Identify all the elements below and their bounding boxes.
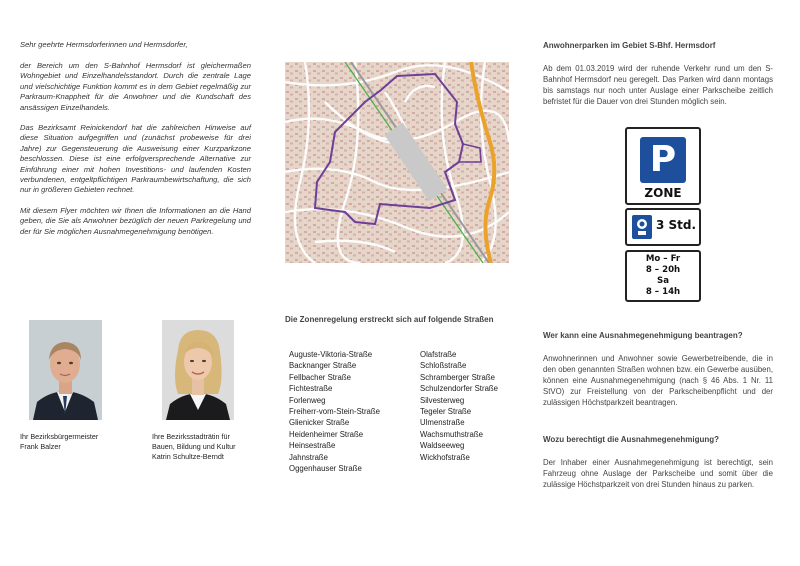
- caption-councillor: [152, 432, 272, 462]
- sign-time-weekday: 8 – 20h: [645, 265, 681, 275]
- street-item: Jahnstraße: [289, 452, 329, 462]
- portrait-councillor: [162, 320, 234, 420]
- paragraph-1: der Bereich um den S-Bahnhof Hermsdorf ist gleichermaßen Wohngebiet und Einzelhandelsstandort. Durch die zentrale Lage und vielschichtige Funktion kommt es in dem Gebiet regelmäßig zur Parkraum-Knappheit für die Anwohner und die Kundschaft des ansässigen Einzelhandels.: [20, 61, 251, 112]
- question-2: Wozu berechtigt die Ausnahmegenehmigung?: [543, 435, 720, 444]
- duration-sign: [625, 208, 701, 246]
- caption-councillor-name: Katrin Schultze-Berndt: [152, 452, 224, 461]
- sign-duration-label: 3 Std.: [656, 218, 697, 232]
- paragraph-3: Mit diesem Flyer möchten wir Ihnen die Informationen an die Hand geben, die Sie als Anwohner bezüglich der neuen Parkregelung und der für Sie möglichen Ausnahmegenehmigung benötigen.: [20, 205, 251, 236]
- greeting: Sehr geehrte Hermsdorferinnen und Hermsdorfer,: [20, 40, 188, 49]
- street-item: Backnanger Straße: [289, 361, 357, 371]
- streets-list-1: [289, 349, 380, 474]
- street-item: Freiherr-vom-Stein-Straße: [289, 407, 380, 417]
- street-item: Wickhofstraße: [420, 452, 470, 462]
- zone-map: [285, 62, 509, 263]
- street-item: Fellbacher Straße: [289, 372, 351, 382]
- answer-2: Der Inhaber einer Ausnahmegenehmigung ist berechtigt, sein Fahrzeug ohne Auslage der Parkscheibe und somit über die zulässige Höchstparkzeit von drei Stunden hinaus zu parken.: [543, 458, 773, 489]
- times-sign: [625, 250, 701, 302]
- street-item: Schulzendorfer Straße: [420, 384, 499, 394]
- paragraph-2: Das Bezirksamt Reinickendorf hat die zahlreichen Hinweise auf diese Situation aufgegriffen und (zunächst probeweise für drei Jahre) zur Gegensteuerung die Ausweisung einer Kurzparkzone beschlossen. Diese ist eine erfolgversprechende Alternative zur Einführung einer mit hohen Investitions- und laufenden Kosten verbundenen, entgeltpflichtigen Parkraumbewirtschaftung, die sich nur in größeren Gebieten rechnet.: [20, 123, 251, 195]
- sign-days-saturday: Sa: [657, 276, 669, 286]
- zone-heading: Die Zonenregelung erstreckt sich auf folgende Straßen: [285, 315, 494, 324]
- streets-list-2: [420, 349, 498, 463]
- sign-days-weekday: Mo – Fr: [645, 254, 681, 264]
- parking-p-icon: P: [640, 137, 686, 183]
- street-item: Forlenweg: [289, 395, 326, 405]
- street-item: Heinsestraße: [289, 441, 336, 451]
- street-item: Silvesterweg: [420, 395, 465, 405]
- caption-mayor-name: Frank Balzer: [20, 442, 61, 451]
- sign-zone-label: ZONE: [644, 186, 682, 200]
- street-item: Oggenhauser Straße: [289, 464, 362, 474]
- answer-1: Anwohnerinnen und Anwohner sowie Gewerbetreibende, die in den oben genannten Straßen wohnen bzw. ein Gewerbe ausüben, können eine Ausnahmegenehmigung (nach § 46 Abs. 1 Nr. 11 StVO) zur Freistellung von der Parkscheibenpflicht und der zulässigen Höchstparkzeit beantragen.: [543, 354, 773, 407]
- street-item: Heidenheimer Straße: [289, 429, 364, 439]
- caption-mayor-role: Ihr Bezirksbürgermeister: [20, 432, 99, 441]
- street-item: Auguste-Viktoria-Straße: [289, 350, 373, 359]
- street-item: Waldseeweg: [420, 441, 465, 451]
- street-item: Tegeler Straße: [420, 407, 472, 417]
- question-1: Wer kann eine Ausnahmegenehmigung beantragen?: [543, 331, 743, 340]
- street-item: Glienicker Straße: [289, 418, 350, 428]
- street-item: Wachsmuthstraße: [420, 429, 483, 439]
- parking-zone-sign: [625, 127, 701, 205]
- right-title: Anwohnerparken im Gebiet S-Bhf. Hermsdorf: [543, 41, 716, 50]
- intro-text: [20, 61, 251, 247]
- portrait-mayor: [29, 320, 102, 420]
- caption-mayor: [20, 432, 140, 452]
- street-item: Olafstraße: [420, 350, 457, 359]
- street-item: Schramberger Straße: [420, 372, 495, 382]
- street-item: Ulmenstraße: [420, 418, 465, 428]
- parking-disc-icon: [632, 215, 652, 239]
- street-item: Fichtestraße: [289, 384, 333, 394]
- sign-time-saturday: 8 – 14h: [645, 287, 681, 297]
- caption-councillor-dept: Bauen, Bildung und Kultur: [152, 442, 236, 451]
- street-item: Schloßstraße: [420, 361, 467, 371]
- right-intro: Ab dem 01.03.2019 wird der ruhende Verkehr rund um den S-Bahnhof Hermsdorf neu geregelt. Das Parken wird dann montags bis samstags nur noch unter Auslage einer Parkscheibe zeitlich befristet für die Dauer von drei Stunden möglich sein.: [543, 64, 773, 106]
- caption-councillor-role: Ihre Bezirksstadträtin für: [152, 432, 230, 441]
